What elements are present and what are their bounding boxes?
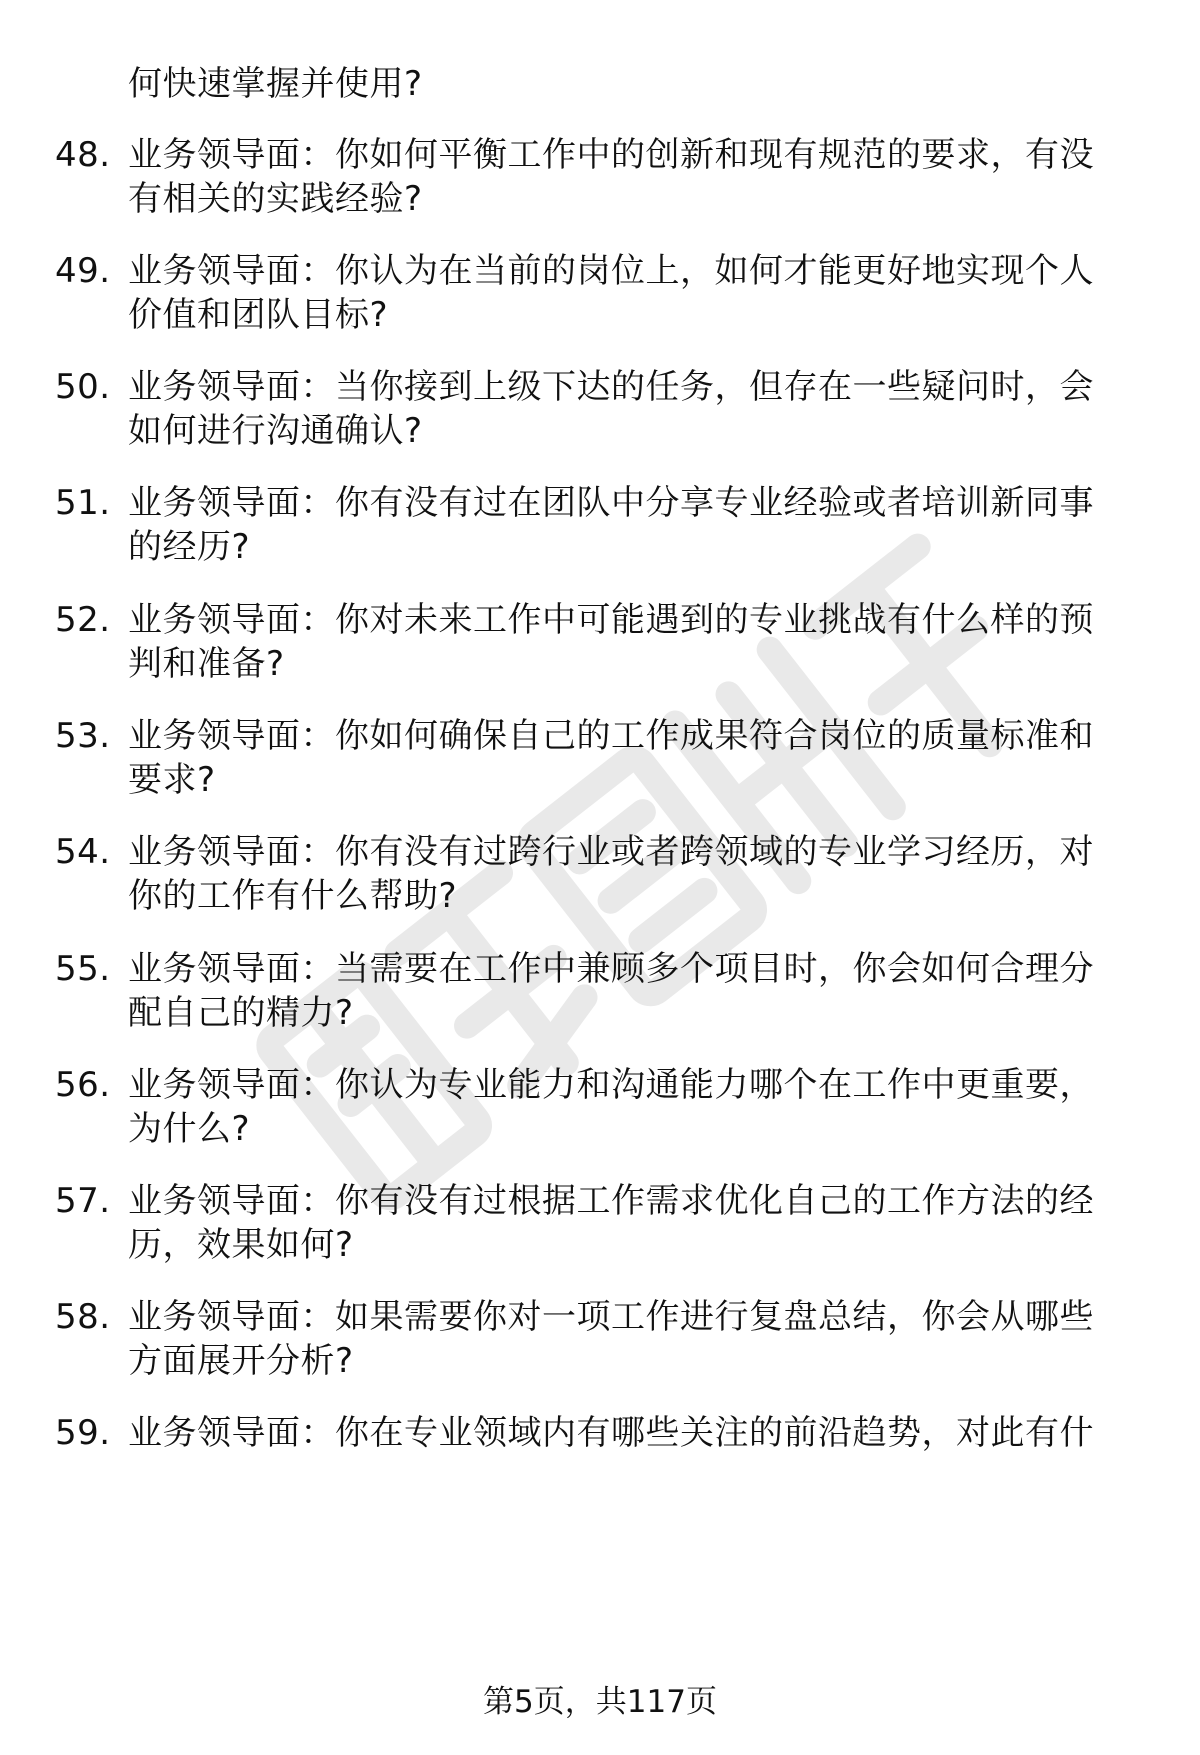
item-number: 54. xyxy=(55,832,111,872)
item-number: 58. xyxy=(55,1297,111,1337)
item-text-line2: 要求? xyxy=(128,760,216,800)
item-text-line2: 方面展开分析? xyxy=(128,1341,354,1381)
item-text-line2: 的经历? xyxy=(128,527,251,567)
item-text-line2: 你的工作有什么帮助? xyxy=(128,876,458,916)
item-number: 57. xyxy=(55,1181,111,1221)
item-text-line1: 业务领导面：你有没有过在团队中分享专业经验或者培训新同事 xyxy=(128,483,1094,523)
item-text-line1: 业务领导面：当需要在工作中兼顾多个项目时，你会如何合理分 xyxy=(128,949,1094,989)
item-text-line1: 业务领导面：你如何平衡工作中的创新和现有规范的要求，有没 xyxy=(128,135,1094,175)
continuation-text: 何快速掌握并使用? xyxy=(128,64,423,104)
item-number: 53. xyxy=(55,716,111,756)
item-text-line2: 价值和团队目标? xyxy=(128,295,389,335)
item-number: 50. xyxy=(55,367,111,407)
item-text-line2: 为什么? xyxy=(128,1109,251,1149)
item-text-line1: 业务领导面：你如何确保自己的工作成果符合岗位的质量标准和 xyxy=(128,716,1094,756)
item-text-line1: 业务领导面：如果需要你对一项工作进行复盘总结，你会从哪些 xyxy=(128,1297,1094,1337)
item-text-line2: 判和准备? xyxy=(128,644,285,684)
item-number: 52. xyxy=(55,600,111,640)
item-number: 56. xyxy=(55,1065,111,1105)
item-text-line2: 配自己的精力? xyxy=(128,993,354,1033)
page-number-footer: 第5页，共117页 xyxy=(483,1684,717,1720)
item-text-line1: 业务领导面：你有没有过跨行业或者跨领域的专业学习经历，对 xyxy=(128,832,1094,872)
item-number: 51. xyxy=(55,483,111,523)
item-text-line1: 业务领导面：当你接到上级下达的任务，但存在一些疑问时，会 xyxy=(128,367,1094,407)
item-text-line2: 历，效果如何? xyxy=(128,1225,354,1265)
item-text-line1: 业务领导面：你认为专业能力和沟通能力哪个在工作中更重要， xyxy=(128,1065,1094,1105)
item-number: 48. xyxy=(55,135,111,175)
item-text-line2: 有相关的实践经验? xyxy=(128,179,423,219)
item-text-line1: 业务领导面：你有没有过根据工作需求优化自己的工作方法的经 xyxy=(128,1181,1094,1221)
item-number: 59. xyxy=(55,1413,111,1453)
item-text-line1: 业务领导面：你对未来工作中可能遇到的专业挑战有什么样的预 xyxy=(128,600,1094,640)
item-text-line2: 如何进行沟通确认? xyxy=(128,411,423,451)
item-number: 55. xyxy=(55,949,111,989)
item-text-line1: 业务领导面：你在专业领域内有哪些关注的前沿趋势，对此有什 xyxy=(128,1413,1094,1453)
item-text-line1: 业务领导面：你认为在当前的岗位上，如何才能更好地实现个人 xyxy=(128,251,1094,291)
item-number: 49. xyxy=(55,251,111,291)
